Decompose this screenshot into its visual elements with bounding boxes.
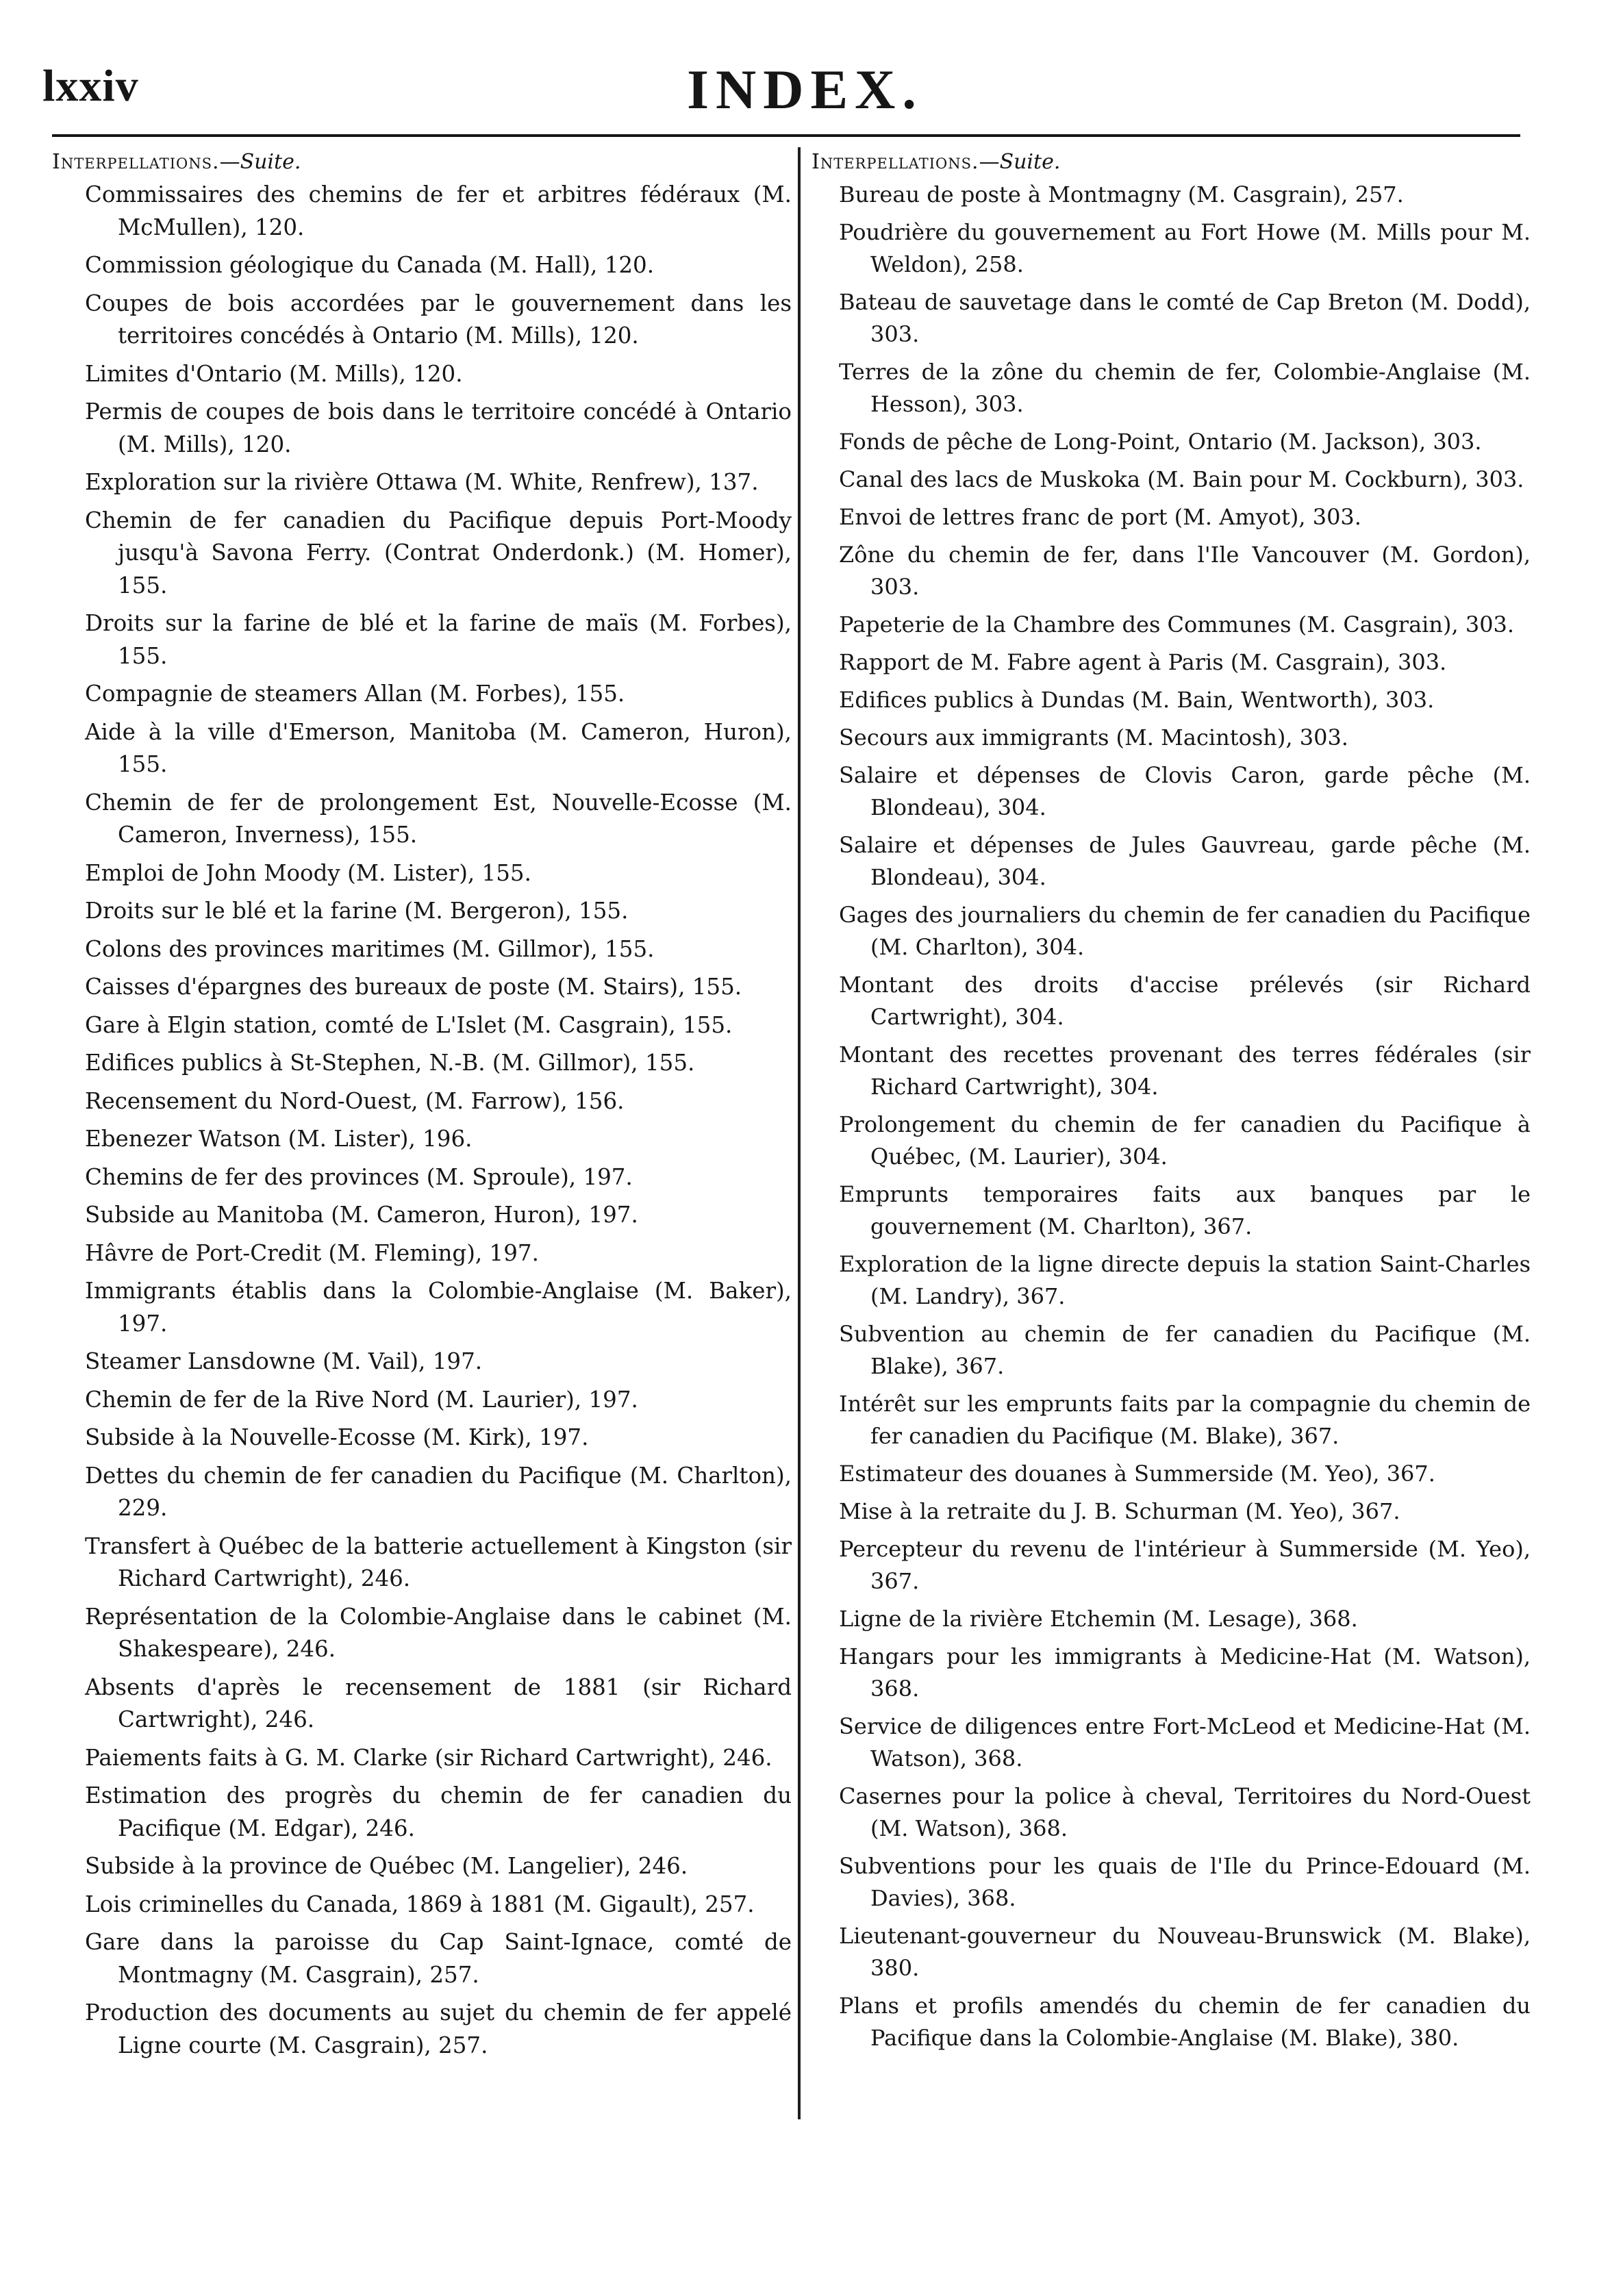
header-rule [52,134,1520,137]
index-entry: Limites d'Ontario (M. Mills), 120. [85,360,463,387]
index-entry: Chemin de fer de la Rive Nord (M. Laurier), 197. [85,1386,638,1413]
index-entry: Fonds de pêche de Long-Point, Ontario (M. Jackson), 303. [839,429,1482,455]
index-entry: Paiements faits à G. M. Clarke (sir Richard Cartwright), 246. [85,1744,772,1771]
index-entry: Subventions pour les quais de l'Ile du Prince-Edouard (M. Davies), 368. [839,1853,1531,1911]
index-entry: Représentation de la Colombie-Anglaise dans le cabinet (M. Shakespeare), 246. [85,1603,792,1662]
index-entry: Plans et profils amendés du chemin de fer canadien du Pacifique dans la Colombie-Anglaise (M. Blake), 380. [839,1993,1531,2051]
index-entry: Montant des droits d'accise prélevés (sir Richard Cartwright), 304. [839,972,1531,1030]
heading-label: Interpellations. [52,150,220,174]
index-entry: Emprunts temporaires faits aux banques par le gouvernement (M. Charlton), 367. [839,1181,1531,1239]
index-entry: Absents d'après le recensement de 1881 (sir Richard Cartwright), 246. [85,1674,792,1732]
index-entry: Subside à la Nouvelle-Ecosse (M. Kirk), 197. [85,1424,589,1450]
index-entry: Lois criminelles du Canada, 1869 à 1881 (M. Gigault), 257. [85,1891,755,1917]
index-entry: Ebenezer Watson (M. Lister), 196. [85,1126,473,1152]
index-entry: Canal des lacs de Muskoka (M. Bain pour M. Cockburn), 303. [839,466,1524,492]
index-entry: Subside au Manitoba (M. Cameron, Huron), 197. [85,1202,638,1228]
index-entry: Commission géologique du Canada (M. Hall), 120. [85,252,655,278]
index-entry: Percepteur du revenu de l'intérieur à Summerside (M. Yeo), 367. [839,1536,1531,1594]
page-number: lxxiv [42,61,139,111]
index-entry: Hangars pour les immigrants à Medicine-Hat (M. Watson), 368. [839,1643,1531,1702]
page-title: INDEX. [687,58,923,121]
index-entry: Chemins de fer des provinces (M. Sproule), 197. [85,1163,633,1190]
index-entry: Secours aux immigrants (M. Macintosh), 303. [839,724,1348,750]
index-entry: Immigrants établis dans la Colombie-Anglaise (M. Baker), 197. [85,1278,792,1337]
index-entry: Chemin de fer canadien du Pacifique depuis Port-Moody jusqu'à Savona Ferry. (Contrat Onderdonk.) (M. Homer), 155. [85,507,792,598]
index-entry: Prolongement du chemin de fer canadien du Pacifique à Québec, (M. Laurier), 304. [839,1111,1531,1170]
index-entry: Zône du chemin de fer, dans l'Ile Vancouver (M. Gordon), 303. [839,542,1531,600]
index-entry: Intérêt sur les emprunts faits par la compagnie du chemin de fer canadien du Pacifique (M. Blake), 367. [839,1391,1531,1449]
index-entry: Poudrière du gouvernement au Fort Howe (M. Mills pour M. Weldon), 258. [839,219,1531,277]
index-entry: Dettes du chemin de fer canadien du Pacifique (M. Charlton), 229. [85,1462,792,1521]
left-column [52,147,792,2067]
index-entry: Permis de coupes de bois dans le territoire concédé à Ontario (M. Mills), 120. [85,399,792,457]
index-entry: Chemin de fer de prolongement Est, Nouvelle-Ecosse (M. Cameron, Inverness), 155. [85,789,792,848]
index-entry: Montant des recettes provenant des terres fédérales (sir Richard Cartwright), 304. [839,1042,1531,1100]
index-entry: Edifices publics à Dundas (M. Bain, Wentworth), 303. [839,687,1435,713]
index-entry: Recensement du Nord-Ouest, (M. Farrow), 156. [85,1087,625,1114]
index-entry: Droits sur la farine de blé et la farine de maïs (M. Forbes), 155. [85,610,792,669]
index-entry: Casernes pour la police à cheval, Territoires du Nord-Ouest (M. Watson), 368. [839,1783,1531,1841]
index-entry: Droits sur le blé et la farine (M. Bergeron), 155. [85,898,629,924]
heading-suite: Suite. [240,150,301,174]
index-entry: Steamer Lansdowne (M. Vail), 197. [85,1348,483,1374]
column-heading [812,147,1531,177]
index-entry: Salaire et dépenses de Clovis Caron, garde pêche (M. Blondeau), 304. [839,762,1531,820]
index-entry: Colons des provinces maritimes (M. Gillmor), 155. [85,935,655,962]
index-entry: Edifices publics à St-Stephen, N.-B. (M. Gillmor), 155. [85,1050,695,1076]
column-divider [798,147,801,2119]
index-entry: Estimation des progrès du chemin de fer canadien du Pacifique (M. Edgar), 246. [85,1782,792,1841]
index-entry: Salaire et dépenses de Jules Gauvreau, garde pêche (M. Blondeau), 304. [839,832,1531,890]
index-entry: Subvention au chemin de fer canadien du Pacifique (M. Blake), 367. [839,1321,1531,1379]
index-entry: Coupes de bois accordées par le gouvernement dans les territoires concédés à Ontario (M. Mills), 120. [85,290,792,349]
index-entry: Emploi de John Moody (M. Lister), 155. [85,859,531,886]
index-entry: Papeterie de la Chambre des Communes (M. Casgrain), 303. [839,611,1515,638]
index-entry: Bureau de poste à Montmagny (M. Casgrain), 257. [839,181,1404,207]
right-column [812,147,1531,2060]
left-entries [52,179,792,2062]
index-entry: Production des documents au sujet du chemin de fer appelé Ligne courte (M. Casgrain), 257. [85,1999,792,2058]
index-entry: Lieutenant-gouverneur du Nouveau-Brunswick (M. Blake), 380. [839,1923,1531,1981]
index-entry: Gare à Elgin station, comté de L'Islet (M. Casgrain), 155. [85,1011,733,1038]
heading-suite: Suite. [999,150,1061,174]
index-entry: Gages des journaliers du chemin de fer canadien du Pacifique (M. Charlton), 304. [839,902,1531,960]
index-entry: Commissaires des chemins de fer et arbitres fédéraux (M. McMullen), 120. [85,181,792,240]
index-entry: Hâvre de Port-Credit (M. Fleming), 197. [85,1239,539,1266]
index-entry: Exploration de la ligne directe depuis la station Saint-Charles (M. Landry), 367. [839,1251,1531,1309]
index-entry: Rapport de M. Fabre agent à Paris (M. Casgrain), 303. [839,649,1447,675]
heading-label: Interpellations. [812,150,979,174]
index-entry: Subside à la province de Québec (M. Langelier), 246. [85,1853,688,1879]
index-entry: Exploration sur la rivière Ottawa (M. White, Renfrew), 137. [85,469,759,495]
index-entry: Terres de la zône du chemin de fer, Colombie-Anglaise (M. Hesson), 303. [839,359,1531,417]
right-entries [812,179,1531,2054]
index-entry: Envoi de lettres franc de port (M. Amyot), 303. [839,504,1361,530]
index-entry: Estimateur des douanes à Summerside (M. Yeo), 367. [839,1461,1435,1487]
index-entry: Mise à la retraite du J. B. Schurman (M. Yeo), 367. [839,1498,1400,1524]
index-entry: Aide à la ville d'Emerson, Manitoba (M. Cameron, Huron), 155. [85,718,792,777]
index-entry: Transfert à Québec de la batterie actuellement à Kingston (sir Richard Cartwright), 246. [85,1532,792,1591]
heading-dash: — [219,150,240,174]
column-heading [52,147,792,177]
index-entry: Ligne de la rivière Etchemin (M. Lesage), 368. [839,1606,1358,1632]
index-entry: Caisses d'épargnes des bureaux de poste (M. Stairs), 155. [85,974,742,1000]
index-entry: Compagnie de steamers Allan (M. Forbes), 155. [85,681,625,707]
index-entry: Service de diligences entre Fort-McLeod et Medicine-Hat (M. Watson), 368. [839,1713,1531,1771]
heading-dash: — [979,150,1000,174]
index-entry: Bateau de sauvetage dans le comté de Cap Breton (M. Dodd), 303. [839,289,1531,347]
index-entry: Gare dans la paroisse du Cap Saint-Ignace, comté de Montmagny (M. Casgrain), 257. [85,1929,792,1988]
